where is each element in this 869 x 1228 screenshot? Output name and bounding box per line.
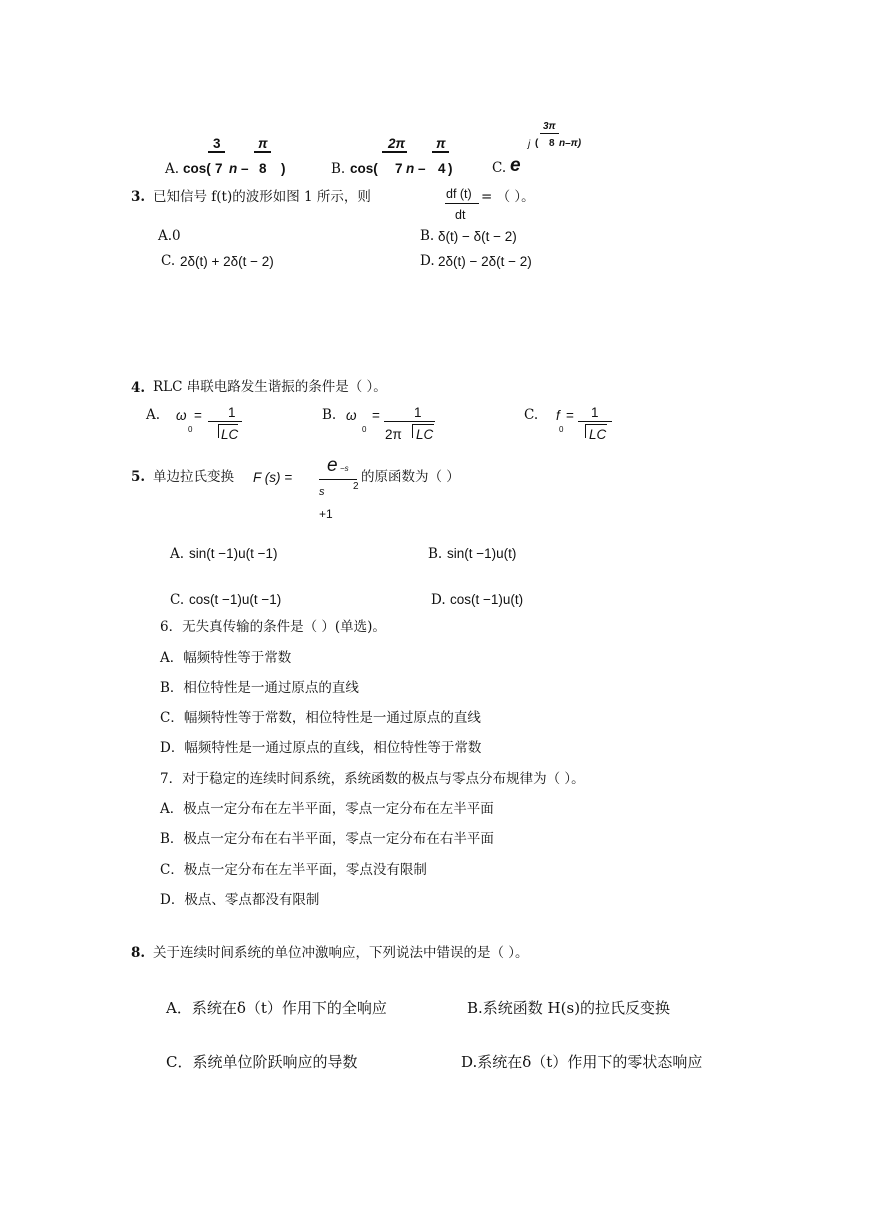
option-c-label: C. [161,253,176,269]
frac-bar [208,421,242,422]
question-text: 6．无失真传输的条件是（ ）(单选)。 [160,619,386,635]
laplace-F: F (s) = [253,470,293,485]
num-base: e [327,455,338,476]
frac-num: 1 [228,405,236,420]
frac-bar [254,151,271,153]
pi-den: 4 [438,161,446,176]
option-d: D．极点、零点都没有限制 [160,892,320,908]
question-number: 8. [131,945,146,961]
question-text: 单边拉氏变换 [153,469,234,485]
option-label: C. [492,160,507,176]
option-a-label: A. [158,228,173,244]
deriv-num: df (t) [446,187,472,201]
frac-bar [432,151,449,153]
option-c-expr: 2δ(t) + 2δ(t − 2) [180,254,274,269]
sqrt-sign [412,424,413,438]
subscript-zero: 0 [188,425,193,434]
cos-fn: cos( [350,161,378,176]
equals-sign: = [194,408,202,423]
exp-tail: n–π) [559,138,582,149]
option-c: C．极点一定分布在左半平面，零点没有限制 [160,862,427,878]
question-text: 已知信号 f(t)的波形如图 1 所示，则 [153,189,371,205]
num-exponent: −s [340,464,349,473]
exp-frac-bar [540,133,559,134]
two-pi: 2π [385,427,402,442]
sqrt-bar [585,424,607,425]
exp-base: e [510,155,521,176]
frac-bar [578,421,612,422]
equals-sign: = [372,408,380,423]
frac-num: 1 [591,405,599,420]
option-a: A．极点一定分布在左半平面，零点一定分布在左半平面 [160,801,494,817]
frac-num: 1 [414,405,422,420]
option-c-expr: cos(t −1)u(t −1) [189,592,282,607]
sqrt-bar [412,424,434,425]
var-n: n [229,161,238,176]
option-a-expr: 0 [172,228,181,244]
cos-fn: cos( [183,161,211,176]
frac-bar [382,151,407,153]
omega-symbol: ω [346,408,357,423]
option-a-label: A. [146,407,161,423]
answer-blank: = （ ）。 [481,189,535,205]
close-paren: ) [281,161,286,176]
pi-den: 8 [259,161,267,176]
option-b-expr: sin(t −1)u(t) [447,546,517,561]
question-text: 关于连续时间系统的单位冲激响应，下列说法中错误的是（ ）。 [153,945,529,961]
option-d-label: D. [420,253,435,269]
var-n: n [406,161,415,176]
equals-sign: = [566,408,574,423]
frac-bar [384,421,435,422]
question-number: 4. [131,380,146,396]
question-number: 3. [131,189,146,205]
question-text: 7．对于稳定的连续时间系统，系统函数的极点与零点分布规律为（ ）。 [160,771,585,787]
frac-bar [208,151,225,153]
option-label: B. [331,161,346,177]
option-a: A．系统在δ（t）作用下的全响应 [166,999,387,1017]
frac-den: LC [589,427,607,442]
exp-frac-den: 8 [549,138,555,149]
frac-num: 2π [388,136,406,151]
f-symbol: f [556,408,560,423]
option-c-label: C. [524,407,539,423]
sqrt-sign [218,424,219,438]
pi-num: π [258,136,268,151]
omega-symbol: ω [176,408,187,423]
option-c-label: C. [170,592,185,608]
frac-den: LC [416,427,434,442]
option-d-label: D. [431,592,446,608]
option-b-label: B. [428,546,443,562]
subscript-zero: 0 [362,425,367,434]
minus-sign: – [241,161,249,176]
subscript-zero: 0 [559,425,564,434]
option-d: D.系统在δ（t）作用下的零状态响应 [461,1053,703,1071]
frac-bar [319,479,357,480]
den-exponent: 2 [353,481,359,492]
pi-num: π [436,136,446,151]
option-b-label: B. [322,407,337,423]
answer-blank: 的原函数为（ ） [361,469,460,485]
option-d: D．幅频特性是一通过原点的直线，相位特性等于常数 [160,740,482,756]
option-d-expr: cos(t −1)u(t) [450,592,524,607]
frac-den: 7 [215,161,223,176]
minus-sign: – [418,161,426,176]
frac-den: 7 [395,161,403,176]
option-a-expr: sin(t −1)u(t −1) [189,546,278,561]
option-label: A. [165,161,180,177]
close-paren: ) [448,161,453,176]
question-text: RLC 串联电路发生谐振的条件是（ ）。 [153,379,387,395]
den-plus-one: +1 [319,507,333,521]
question-number: 5. [131,469,146,485]
deriv-bar [445,203,479,204]
den-s: s [319,486,325,498]
deriv-den: dt [455,208,466,222]
option-b-label: B. [420,228,435,244]
exp-j: j [528,139,531,150]
option-b: B.系统函数 H(s)的拉氏反变换 [467,999,671,1017]
exp-frac-num: 3π [543,121,556,132]
frac-num: 3 [213,136,221,151]
sqrt-sign [585,424,586,438]
exp-paren: ( [535,138,539,149]
option-c: C．幅频特性等于常数，相位特性是一通过原点的直线 [160,710,481,726]
option-c: C．系统单位阶跃响应的导数 [166,1053,358,1071]
sqrt-bar [218,424,238,425]
option-a: A．幅频特性等于常数 [160,650,292,666]
option-d-expr: 2δ(t) − 2δ(t − 2) [438,254,532,269]
frac-den: LC [221,427,239,442]
option-b-expr: δ(t) − δ(t − 2) [438,229,517,244]
option-b: B．极点一定分布在右半平面，零点一定分布在右半平面 [160,831,494,847]
option-a-label: A. [170,546,185,562]
option-b: B．相位特性是一通过原点的直线 [160,680,359,696]
